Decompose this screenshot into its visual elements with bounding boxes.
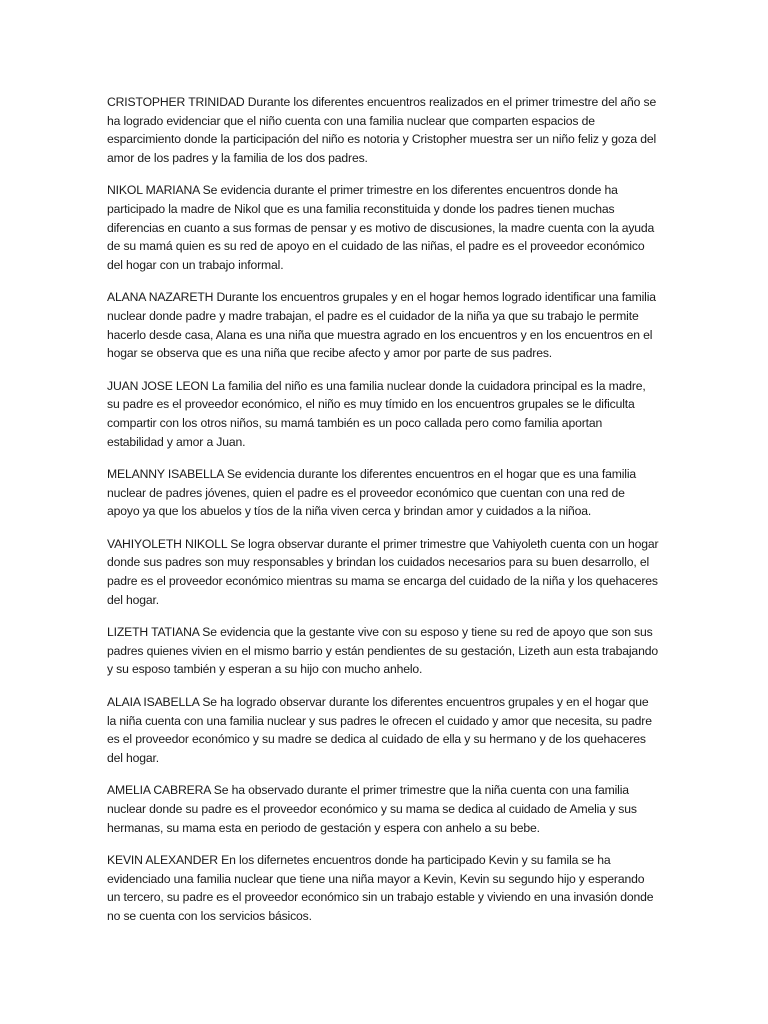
paragraph-juan-jose-leon: JUAN JOSE LEON La familia del niño es una familia nuclear donde la cuidadora principal es la madre, su padre es el proveedor económico, el niño es muy tímido en los encuentros grupales se le dificulta compartir con los otros niños, su mamá también es un poco callada pero como familia aportan estabilidad y amor a Juan. — [107, 378, 646, 449]
paragraph-melanny-isabella: MELANNY ISABELLA Se evidencia durante los diferentes encuentros en el hogar que es una familia nuclear de padres jóvenes, quien el padre es el proveedor económico que cuentan con una red de apoyo ya que los abuelos y tíos de la niña viven cerca y brindan amor y cuidados a la niñoa. — [107, 467, 637, 519]
paragraph-alana-nazareth: ALANA NAZARETH Durante los encuentros grupales y en el hogar hemos logrado identificar una familia nuclear donde padre y madre trabajan, el padre es el cuidador de la niña ya que su trabajo le permite hacerlo desde casa, Alana es una niña que muestra agrado en los encuentros y en los encuentros en el hogar se observa que es una niña que recibe afecto y amor por parte de sus padres. — [107, 290, 656, 361]
paragraph-kevin-alexander: KEVIN ALEXANDER En los difernetes encuentros donde ha participado Kevin y su famila se ha evidenciado una familia nuclear que tiene una niña mayor a Kevin, Kevin su segundo hijo y esperando un tercero, su padre es el proveedor económico sin un trabajo estable y viviendo en una invasión donde no se cuenta con los servicios básicos. — [107, 853, 654, 923]
paragraph-nikol-mariana: NIKOL MARIANA Se evidencia durante el primer trimestre en los diferentes encuentros donde ha participado la madre de Nikol que es una familia reconstituida y donde los padres tienen muchas diferencias en cuanto a sus formas de pensar y es motivo de discusiones, la madre cuenta con la ayuda de su mamá quien es su red de apoyo en el cuidado de las niñas, el padre es el proveedor económico del hogar con un trabajo informal. — [107, 183, 655, 272]
paragraph-cristopher-trinidad: CRISTOPHER TRINIDAD Durante los diferentes encuentros realizados en el primer trimestre del año se ha logrado evidenciar que el niño cuenta con una familia nuclear que comparten espacios de esparcimiento donde la participación del niño es notoria y Cristopher muestra ser un niño feliz y goza del amor de los padres y la familia de los dos padres. — [107, 95, 657, 165]
paragraph-amelia-cabrera: AMELIA CABRERA Se ha observado durante el primer trimestre que la niña cuenta con una familia nuclear donde su padre es el proveedor económico y su mama se dedica al cuidado de Amelia y sus hermanas, su mama esta en periodo de gestación y espera con anhelo a su bebe. — [107, 783, 637, 835]
paragraph-alaia-isabella: ALAIA ISABELLA Se ha logrado observar durante los diferentes encuentros grupales y en el hogar que la niña cuenta con una familia nuclear y sus padres le ofrecen el cuidado y amor que necesita, su padre es el proveedor económico y su madre se dedica al cuidado de ella y su hermano y de los quehaceres del hogar. — [107, 695, 652, 765]
document-body — [107, 93, 660, 940]
paragraph-vahiyoleth-nikoll: VAHIYOLETH NIKOLL Se logra observar durante el primer trimestre que Vahiyoleth cuenta con un hogar donde sus padres son muy responsables y brindan los cuidados necesarios para su buen desarrollo, el padre es el proveedor económico mientras su mama se encarga del cuidado de la niña y los quehaceres del hogar. — [107, 536, 659, 607]
paragraph-lizeth-tatiana: LIZETH TATIANA Se evidencia que la gestante vive con su esposo y tiene su red de apoyo que son sus padres quienes vivien en el mismo barrio y están pendientes de su gestación, Lizeth aun esta trabajando y su esposo también y esperan a su hijo con mucho anhelo. — [107, 625, 658, 677]
